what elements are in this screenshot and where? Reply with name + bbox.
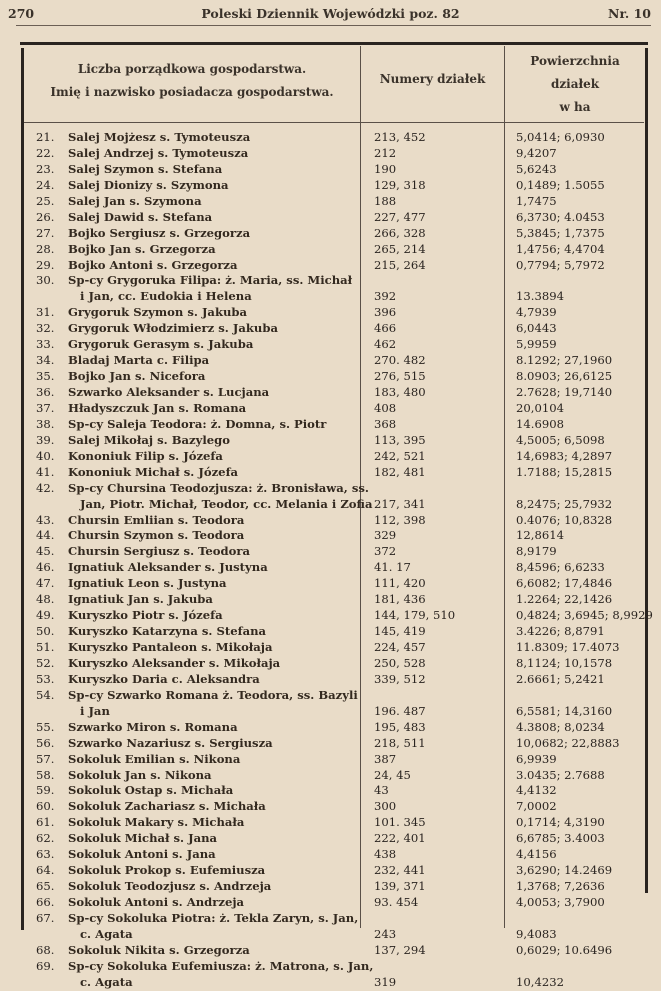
parcel-area: 4,7939 (516, 305, 557, 320)
row-number: 50. (36, 624, 55, 639)
parcel-area: 10,0682; 22,8883 (516, 735, 620, 750)
table-row (16, 688, 653, 704)
parcel-numbers: 396 (374, 305, 397, 320)
holdings-table (16, 42, 653, 989)
table-row (16, 417, 653, 433)
parcel-area: 9,4083 (516, 926, 557, 941)
owner-name: Ignatiuk Aleksander s. Justyna (68, 560, 268, 575)
row-number: 32. (36, 321, 55, 336)
owner-name: Kononiuk Filip s. Józefa (68, 448, 223, 463)
owner-name: Bojko Antoni s. Grzegorza (68, 257, 238, 272)
parcel-numbers: 329 (374, 528, 397, 543)
parcel-area: 5,6243 (516, 161, 557, 176)
owner-name: Sp-cy Chursina Teodozjusza: ż. Bronisława, ss. (68, 480, 369, 495)
table-row (16, 258, 653, 274)
parcel-area: 1,7475 (516, 193, 557, 208)
parcel-numbers: 339, 512 (374, 671, 426, 686)
parcel-area: 0.4076; 10,8328 (516, 512, 613, 527)
row-number: 49. (36, 608, 55, 623)
row-number: 25. (36, 193, 55, 208)
parcel-area: 8.0903; 26,6125 (516, 369, 613, 384)
parcel-area: 5,9959 (516, 337, 557, 352)
parcel-numbers: 41. 17 (374, 560, 411, 575)
owner-name: Kuryszko Pantaleon s. Mikołaja (68, 640, 273, 654)
parcel-area: 5,0414; 6,0930 (516, 130, 605, 144)
row-number: 56. (36, 735, 55, 750)
owner-name: Grygoruk Gerasym s. Jakuba (68, 337, 254, 352)
owner-name: Salej Jan s. Szymona (68, 193, 202, 208)
parcel-numbers: 462 (374, 337, 397, 352)
table-row (16, 704, 653, 720)
parcel-area: 8,2475; 25,7932 (516, 496, 613, 511)
owner-name: Sokoluk Michał s. Jana (68, 831, 218, 846)
table-row (16, 242, 653, 258)
parcel-numbers: 218, 511 (374, 735, 426, 750)
row-number: 57. (36, 751, 55, 766)
parcel-area: 8,9179 (516, 544, 557, 559)
row-number: 37. (36, 400, 55, 415)
table-row (16, 783, 653, 799)
table-row (16, 369, 653, 385)
parcel-numbers: 387 (374, 751, 397, 766)
owner-name: i Jan (80, 703, 110, 718)
parcel-numbers: 190 (374, 161, 397, 176)
owner-name: Kuryszko Aleksander s. Mikołaja (68, 655, 281, 670)
parcel-numbers: 217, 341 (374, 496, 426, 511)
parcel-area: 11.8309; 17.4073 (516, 640, 620, 654)
parcel-numbers: 137, 294 (374, 942, 426, 957)
parcel-area: 2.7628; 19,7140 (516, 385, 613, 399)
owner-name: Bojko Jan s. Grzegorza (68, 241, 216, 256)
table-row (16, 433, 653, 449)
parcel-area: 1,4756; 4,4704 (516, 241, 605, 256)
parcel-numbers: 392 (374, 289, 397, 304)
column-header-owner (24, 58, 360, 104)
table-row (16, 130, 653, 146)
owner-name: Sp-cy Szwarko Romana ż. Teodora, ss. Bazyli (68, 687, 358, 702)
parcel-numbers: 215, 264 (374, 257, 426, 272)
parcel-numbers: 265, 214 (374, 241, 426, 256)
table-row (16, 736, 653, 752)
parcel-numbers: 232, 441 (374, 863, 426, 878)
owner-name: Salej Dionizy s. Szymona (68, 177, 229, 192)
parcel-area: 8.1292; 27,1960 (516, 353, 613, 368)
row-number: 53. (36, 671, 55, 686)
column-header-line: Liczba porządkowa gospodarstwa. (77, 62, 307, 76)
row-number: 30. (36, 273, 55, 288)
parcel-numbers: 300 (374, 799, 397, 814)
table-row (16, 592, 653, 608)
owner-name: Szwarko Nazariusz s. Sergiusza (68, 735, 273, 750)
row-number: 40. (36, 448, 55, 463)
row-number: 35. (36, 369, 55, 384)
parcel-numbers: 196. 487 (374, 703, 426, 718)
parcel-numbers: 181, 436 (374, 592, 426, 607)
parcel-numbers: 250, 528 (374, 655, 426, 670)
owner-name: Grygoruk Szymon s. Jakuba (68, 305, 248, 320)
table-top-rule (20, 42, 648, 45)
owner-name: Chursin Szymon s. Teodora (68, 528, 245, 543)
table-row (16, 863, 653, 879)
row-number: 34. (36, 353, 55, 368)
parcel-area: 14,6983; 4,2897 (516, 448, 613, 463)
row-number: 33. (36, 337, 55, 352)
owner-name: Kuryszko Piotr s. Józefa (68, 608, 223, 623)
row-number: 22. (36, 145, 55, 160)
parcel-numbers: 93. 454 (374, 895, 419, 909)
table-row (16, 959, 653, 975)
owner-name: c. Agata (80, 926, 133, 941)
issue-number: Nr. 10 (608, 6, 651, 21)
parcel-numbers: 139, 371 (374, 879, 426, 894)
table-row (16, 608, 653, 624)
row-number: 51. (36, 640, 55, 654)
row-number: 66. (36, 895, 55, 909)
owner-name: Chursin Emliian s. Teodora (68, 512, 245, 527)
row-number: 63. (36, 847, 55, 862)
parcel-area: 14.6908 (516, 416, 564, 431)
row-number: 47. (36, 576, 55, 591)
parcel-area: 20,0104 (516, 400, 564, 415)
table-row (16, 752, 653, 768)
table-row (16, 353, 653, 369)
table-row (16, 289, 653, 305)
row-number: 44. (36, 528, 55, 543)
parcel-area: 4,4156 (516, 847, 557, 862)
row-number: 42. (36, 480, 55, 495)
column-header-area (505, 50, 645, 119)
owner-name: Salej Andrzej s. Tymoteusza (68, 145, 249, 160)
table-row (16, 305, 653, 321)
row-number: 67. (36, 910, 55, 925)
table-row (16, 624, 653, 640)
parcel-area: 6,0443 (516, 321, 557, 336)
table-row (16, 911, 653, 927)
parcel-area: 4,0053; 3,7900 (516, 895, 605, 909)
owner-name: Sp-cy Grygoruka Filipa: ż. Maria, ss. Michał (68, 273, 353, 288)
parcel-numbers: 438 (374, 847, 397, 862)
table-row (16, 465, 653, 481)
parcel-numbers: 319 (374, 974, 397, 989)
parcel-area: 0,1489; 1.5055 (516, 177, 605, 192)
row-number: 24. (36, 177, 55, 192)
parcel-numbers: 101. 345 (374, 815, 426, 830)
parcel-area: 6,5581; 14,3160 (516, 703, 613, 718)
owner-name: Sp-cy Sokoluka Piotra: ż. Tekla Zaryn, s. Jan, (68, 910, 359, 925)
parcel-numbers: 144, 179, 510 (374, 608, 456, 623)
table-row (16, 672, 653, 688)
owner-name: Chursin Sergiusz s. Teodora (68, 544, 251, 559)
table-row (16, 560, 653, 576)
owner-name: Sokoluk Jan s. Nikona (68, 767, 212, 782)
parcel-numbers: 195, 483 (374, 719, 426, 734)
owner-name: Sp-cy Saleja Teodora: ż. Domna, s. Piotr (68, 416, 327, 431)
row-number: 21. (36, 130, 55, 144)
parcel-numbers: 182, 481 (374, 464, 426, 479)
table-row (16, 513, 653, 529)
parcel-area: 7,0002 (516, 799, 557, 814)
parcel-area: 3.4226; 8,8791 (516, 624, 605, 639)
table-row (16, 528, 653, 544)
parcel-area: 13.3894 (516, 289, 564, 304)
parcel-numbers: 183, 480 (374, 385, 426, 399)
header-rule (16, 25, 651, 26)
parcel-area: 6,6082; 17,4846 (516, 576, 613, 591)
table-row (16, 847, 653, 863)
owner-name: Szwarko Aleksander s. Lucjana (68, 385, 270, 399)
row-number: 55. (36, 719, 55, 734)
owner-name: Bojko Jan s. Nicefora (68, 369, 206, 384)
table-row (16, 975, 653, 991)
parcel-numbers: 212 (374, 145, 397, 160)
owner-name: Hładyszczuk Jan s. Romana (68, 400, 247, 415)
owner-name: Sokoluk Antoni s. Jana (68, 847, 216, 862)
row-number: 38. (36, 416, 55, 431)
parcel-area: 1.7188; 15,2815 (516, 464, 613, 479)
parcel-area: 4,4132 (516, 783, 557, 798)
parcel-area: 0,6029; 10.6496 (516, 942, 613, 957)
owner-name: Szwarko Miron s. Romana (68, 719, 238, 734)
parcel-area: 5,3845; 1,7375 (516, 225, 605, 240)
parcel-numbers: 270. 482 (374, 353, 426, 368)
owner-name: Ignatiuk Leon s. Justyna (68, 576, 227, 591)
row-number: 41. (36, 464, 55, 479)
parcel-area: 6,9939 (516, 751, 557, 766)
row-number: 59. (36, 783, 55, 798)
owner-name: Sokoluk Zachariasz s. Michała (68, 799, 266, 814)
table-row (16, 927, 653, 943)
table-row (16, 640, 653, 656)
column-header-line: w ha (559, 100, 591, 114)
table-row (16, 449, 653, 465)
parcel-area: 10,4232 (516, 974, 564, 989)
parcel-area: 0,7794; 5,7972 (516, 257, 605, 272)
owner-name: Kononiuk Michał s. Józefa (68, 464, 239, 479)
row-number: 27. (36, 225, 55, 240)
row-number: 52. (36, 655, 55, 670)
column-header-line: Numery działek (379, 72, 486, 86)
column-header-line: Powierzchnia działek (530, 54, 620, 91)
table-body (16, 130, 653, 991)
table-row (16, 321, 653, 337)
row-number: 54. (36, 687, 55, 702)
parcel-area: 4,5005; 6,5098 (516, 432, 605, 447)
table-row (16, 226, 653, 242)
row-number: 43. (36, 512, 55, 527)
parcel-area: 6,6785; 3.4003 (516, 831, 605, 846)
row-number: 29. (36, 257, 55, 272)
owner-name: Sokoluk Prokop s. Eufemiusza (68, 863, 266, 878)
owner-name: c. Agata (80, 974, 133, 989)
parcel-numbers: 213, 452 (374, 130, 426, 144)
table-row (16, 337, 653, 353)
table-row (16, 162, 653, 178)
owner-name: Salej Mikołaj s. Bazylego (68, 432, 230, 447)
parcel-numbers: 408 (374, 400, 397, 415)
parcel-area: 1.2264; 22,1426 (516, 592, 613, 607)
row-number: 39. (36, 432, 55, 447)
column-header-parcels (361, 68, 504, 91)
parcel-numbers: 111, 420 (374, 576, 426, 591)
owner-name: Sp-cy Sokoluka Eufemiusza: ż. Matrona, s. Jan, (68, 958, 374, 973)
table-row (16, 385, 653, 401)
row-number: 69. (36, 958, 55, 973)
parcel-numbers: 227, 477 (374, 209, 426, 224)
parcel-numbers: 222, 401 (374, 831, 426, 846)
row-number: 62. (36, 831, 55, 846)
parcel-area: 9,4207 (516, 145, 557, 160)
owner-name: Sokoluk Nikita s. Grzegorza (68, 942, 250, 957)
table-row (16, 146, 653, 162)
page-header (0, 0, 661, 26)
table-row (16, 273, 653, 289)
owner-name: Sokoluk Ostap s. Michała (68, 783, 234, 798)
parcel-numbers: 276, 515 (374, 369, 426, 384)
parcel-area: 8,4596; 6,6233 (516, 560, 605, 575)
parcel-area: 3.0435; 2.7688 (516, 767, 605, 782)
parcel-numbers: 224, 457 (374, 640, 426, 654)
row-number: 64. (36, 863, 55, 878)
table-row (16, 815, 653, 831)
owner-name: Kuryszko Daria c. Aleksandra (68, 671, 260, 686)
parcel-area: 1,3768; 7,2636 (516, 879, 605, 894)
parcel-area: 2.6661; 5,2421 (516, 671, 605, 686)
parcel-numbers: 243 (374, 926, 397, 941)
row-number: 45. (36, 544, 55, 559)
parcel-area: 0,4824; 3,6945; 8,9929 (516, 608, 653, 623)
table-row (16, 799, 653, 815)
row-number: 46. (36, 560, 55, 575)
table-row (16, 178, 653, 194)
row-number: 31. (36, 305, 55, 320)
parcel-numbers: 372 (374, 544, 397, 559)
parcel-area: 3,6290; 14.2469 (516, 863, 613, 878)
owner-name: Bojko Sergiusz s. Grzegorza (68, 225, 251, 240)
parcel-numbers: 113, 395 (374, 432, 426, 447)
row-number: 65. (36, 879, 55, 894)
owner-name: Kuryszko Katarzyna s. Stefana (68, 624, 267, 639)
table-row (16, 895, 653, 911)
row-number: 26. (36, 209, 55, 224)
owner-name: Sokoluk Antoni s. Andrzeja (68, 895, 245, 909)
owner-name: Sokoluk Makary s. Michała (68, 815, 245, 830)
table-row (16, 831, 653, 847)
table-row (16, 879, 653, 895)
owner-name: Sokoluk Teodozjusz s. Andrzeja (68, 879, 272, 894)
row-number: 68. (36, 942, 55, 957)
page-number: 270 (8, 6, 35, 21)
row-number: 60. (36, 799, 55, 814)
parcel-area: 8,1124; 10,1578 (516, 655, 613, 670)
parcel-numbers: 368 (374, 416, 397, 431)
owner-name: Bladaj Marta c. Filipa (68, 353, 210, 368)
owner-name: Salej Szymon s. Stefana (68, 161, 223, 176)
table-row (16, 768, 653, 784)
table-row (16, 497, 653, 513)
row-number: 48. (36, 592, 55, 607)
owner-name: Jan, Piotr. Michał, Teodor, cc. Melania i Zofia (80, 496, 373, 511)
table-row (16, 481, 653, 497)
parcel-area: 0,1714; 4,3190 (516, 815, 605, 830)
table-row (16, 720, 653, 736)
parcel-numbers: 145, 419 (374, 624, 426, 639)
row-number: 28. (36, 241, 55, 256)
row-number: 61. (36, 815, 55, 830)
header-bottom-rule (24, 122, 644, 123)
table-row (16, 544, 653, 560)
parcel-area: 6,3730; 4.0453 (516, 209, 605, 224)
parcel-numbers: 112, 398 (374, 512, 426, 527)
parcel-numbers: 242, 521 (374, 448, 426, 463)
parcel-numbers: 24, 45 (374, 767, 411, 782)
row-number: 36. (36, 385, 55, 399)
parcel-numbers: 188 (374, 193, 397, 208)
owner-name: Salej Dawid s. Stefana (68, 209, 213, 224)
column-header-line: Imię i nazwisko posiadacza gospodarstwa. (50, 85, 334, 99)
table-row (16, 194, 653, 210)
table-row (16, 656, 653, 672)
parcel-numbers: 129, 318 (374, 177, 426, 192)
owner-name: Ignatiuk Jan s. Jakuba (68, 592, 213, 607)
table-row (16, 401, 653, 417)
table-row (16, 210, 653, 226)
row-number: 23. (36, 161, 55, 176)
parcel-area: 4.3808; 8,0234 (516, 719, 605, 734)
owner-name: Sokoluk Emilian s. Nikona (68, 751, 241, 766)
publication-title: Poleski Dziennik Wojewódzki poz. 82 (201, 6, 460, 21)
parcel-numbers: 466 (374, 321, 397, 336)
parcel-area: 12,8614 (516, 528, 564, 543)
parcel-numbers: 266, 328 (374, 225, 426, 240)
row-number: 58. (36, 767, 55, 782)
owner-name: i Jan, cc. Eudokia i Helena (80, 289, 252, 304)
owner-name: Grygoruk Włodzimierz s. Jakuba (68, 321, 278, 336)
parcel-numbers: 43 (374, 783, 389, 798)
table-row (16, 576, 653, 592)
owner-name: Salej Mojżesz s. Tymoteusza (68, 130, 251, 144)
